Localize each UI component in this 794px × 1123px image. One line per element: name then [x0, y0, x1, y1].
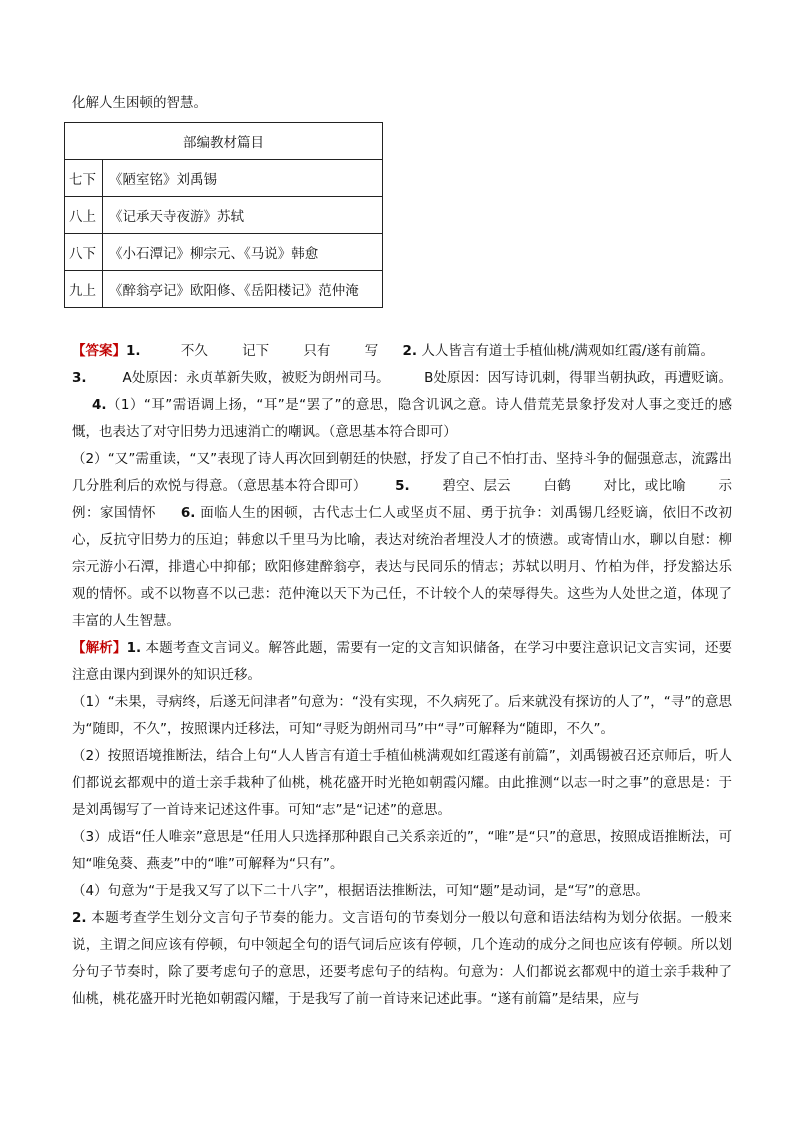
title-cell: 《醉翁亭记》欧阳修、《岳阳楼记》范仲淹 [103, 271, 383, 308]
answer-q2-number: 2. [402, 343, 418, 359]
answer-q4-part2: （2）“又”需重读，“又”表现了诗人再次回到朝廷的快慰，抒发了自己不怕打击、坚持斗争的倔强意志，流露出几分胜利后的欢悦与得意。（意思基本符合即可） [72, 451, 732, 494]
answer-q1-word: 不久 [180, 343, 208, 359]
title-cell: 《小石潭记》柳宗元、《马说》韩愈 [103, 234, 383, 271]
answer-q3-a: A处原因：永贞革新失败，被贬为朗州司马。 [122, 370, 390, 386]
answer-analysis-body [72, 338, 732, 1013]
analysis-block [72, 905, 732, 1013]
analysis-paragraph: （4）句意为“于是我又写了以下二十八字”，根据语法推断法，可知“题”是动词，是“写”的意思。 [72, 883, 650, 899]
analysis-1-number: 1. [126, 640, 142, 656]
analysis-paragraph: （3）成语“任人唯亲”意思是“任用人只选择那种跟自己关系亲近的”，“唯”是“只”的意思，按照成语推断法，可知“唯兔葵、燕麦”中的“唯”可解释为“只有”。 [72, 829, 732, 872]
answer-q3-number: 3. [72, 370, 87, 386]
answer-q3-b: B处原因：因写诗讥刺，得罪当朝执政，再遭贬谪。 [424, 370, 732, 386]
answer-q1-word: 只有 [303, 343, 331, 359]
analysis-paragraph: （2）按照语境推断法，结合上句“人人皆言有道士手植仙桃满观如红霞遂有前篇”，刘禹锡被召还京师后，听人们都说玄都观中的道士亲手栽种了仙桃，桃花盛开时光艳如朝霞闪耀。由此推测“以志一时之事”的意思是：于是刘禹锡写了一首诗来记述这件事。可知“志”是“记述”的意思。 [72, 748, 732, 818]
intro-line: 化解人生困顿的智慧。 [72, 95, 207, 111]
grade-cell: 八下 [65, 234, 103, 271]
grade-cell: 七下 [65, 160, 103, 197]
answer-q4-number: 4. [92, 397, 107, 413]
textbook-table [64, 122, 383, 308]
analysis-tag: 【解析】 [72, 640, 127, 656]
table-row [65, 234, 383, 271]
answer-q5-word: 对比，或比喻 [603, 478, 686, 494]
answer-q6-text: 面临人生的困顿，古代志士仁人或坚贞不屈、勇于抗争：刘禹锡几经贬谪，依旧不改初心，反抗守旧势力的压迫；韩愈以千里马为比喻，表达对统治者埋没人才的愤懑。或寄情山水，聊以自慰：柳宗元游小石潭，排遣心中抑郁；欧阳修建醉翁亭，表达与民同乐的情志；苏轼以明月、竹柏为伴，抒发豁达乐观的情怀。或不以物喜不以己悲：范仲淹以天下为己任，不计较个人的荣辱得失。这些为人处世之道，体现了丰富的人生智慧。 [72, 505, 733, 629]
answer-q2-text: 人人皆言有道士手植仙桃/满观如红霞/遂有前篇。 [421, 343, 714, 359]
title-cell: 《记承天寺夜游》苏轼 [103, 197, 383, 234]
answer-q5-word: 白鹤 [543, 478, 571, 494]
title-cell: 《陋室铭》刘禹锡 [103, 160, 383, 197]
answer-block [72, 338, 732, 446]
answer-block [72, 446, 732, 635]
answer-q1-word: 写 [364, 343, 379, 359]
analysis-block [72, 635, 732, 689]
answer-q1-word: 记下 [242, 343, 270, 359]
analysis-paragraph: （1）“未果，寻病终，后遂无问津者”句意为：“没有实现，不久病死了。后来就没有探访的人了”，“寻”的意思为“随即，不久”，按照课内迁移法，可知“寻贬为朗州司马”中“寻”可解释为“随即，不久”。 [72, 694, 732, 737]
analysis-2-text: 本题考查学生划分文言句子节奏的能力。文言语句的节奏划分一般以句意和语法结构为划分依据。一般来说，主谓之间应该有停顿，句中领起全句的语气词后应该有停顿，几个连动的成分之间也应该有停顿。所以划分句子节奏时，除了要考虑句子的意思，还要考虑句子的结构。句意为：人们都说玄都观中的道士亲手栽种了仙桃，桃花盛开时光艳如朝霞闪耀，于是我写了前一首诗来记述此事。“遂有前篇”是结果，应与 [72, 910, 732, 1007]
answer-q6-number: 6. [180, 505, 196, 521]
table-row [65, 197, 383, 234]
table-row [65, 271, 383, 308]
table-header: 部编教材篇目 [65, 123, 383, 160]
grade-cell: 九上 [65, 271, 103, 308]
analysis-2-number: 2. [72, 910, 87, 926]
analysis-1-text: 本题考查文言词义。解答此题，需要有一定的文言知识储备，在学习中要注意识记文言实词，还要注意由课内到课外的知识迁移。 [72, 640, 733, 683]
answer-q5-word: 碧空、层云 [442, 478, 511, 494]
table-header-row [65, 123, 383, 160]
answer-q1-number: 1. [126, 343, 141, 359]
answer-tag: 【答案】 [72, 343, 126, 359]
answer-q5-number: 5. [395, 478, 410, 494]
answer-q5-word: 示例：家国情怀 [72, 478, 733, 521]
table-row [65, 160, 383, 197]
grade-cell: 八上 [65, 197, 103, 234]
answer-q4-part1: （1）“耳”需语调上扬，“耳”是“罢了”的意思，隐含讥讽之意。诗人借荒芜景象抒发对人事之变迁的感慨，也表达了对守旧势力迅速消亡的嘲讽。（意思基本符合即可） [72, 397, 732, 440]
